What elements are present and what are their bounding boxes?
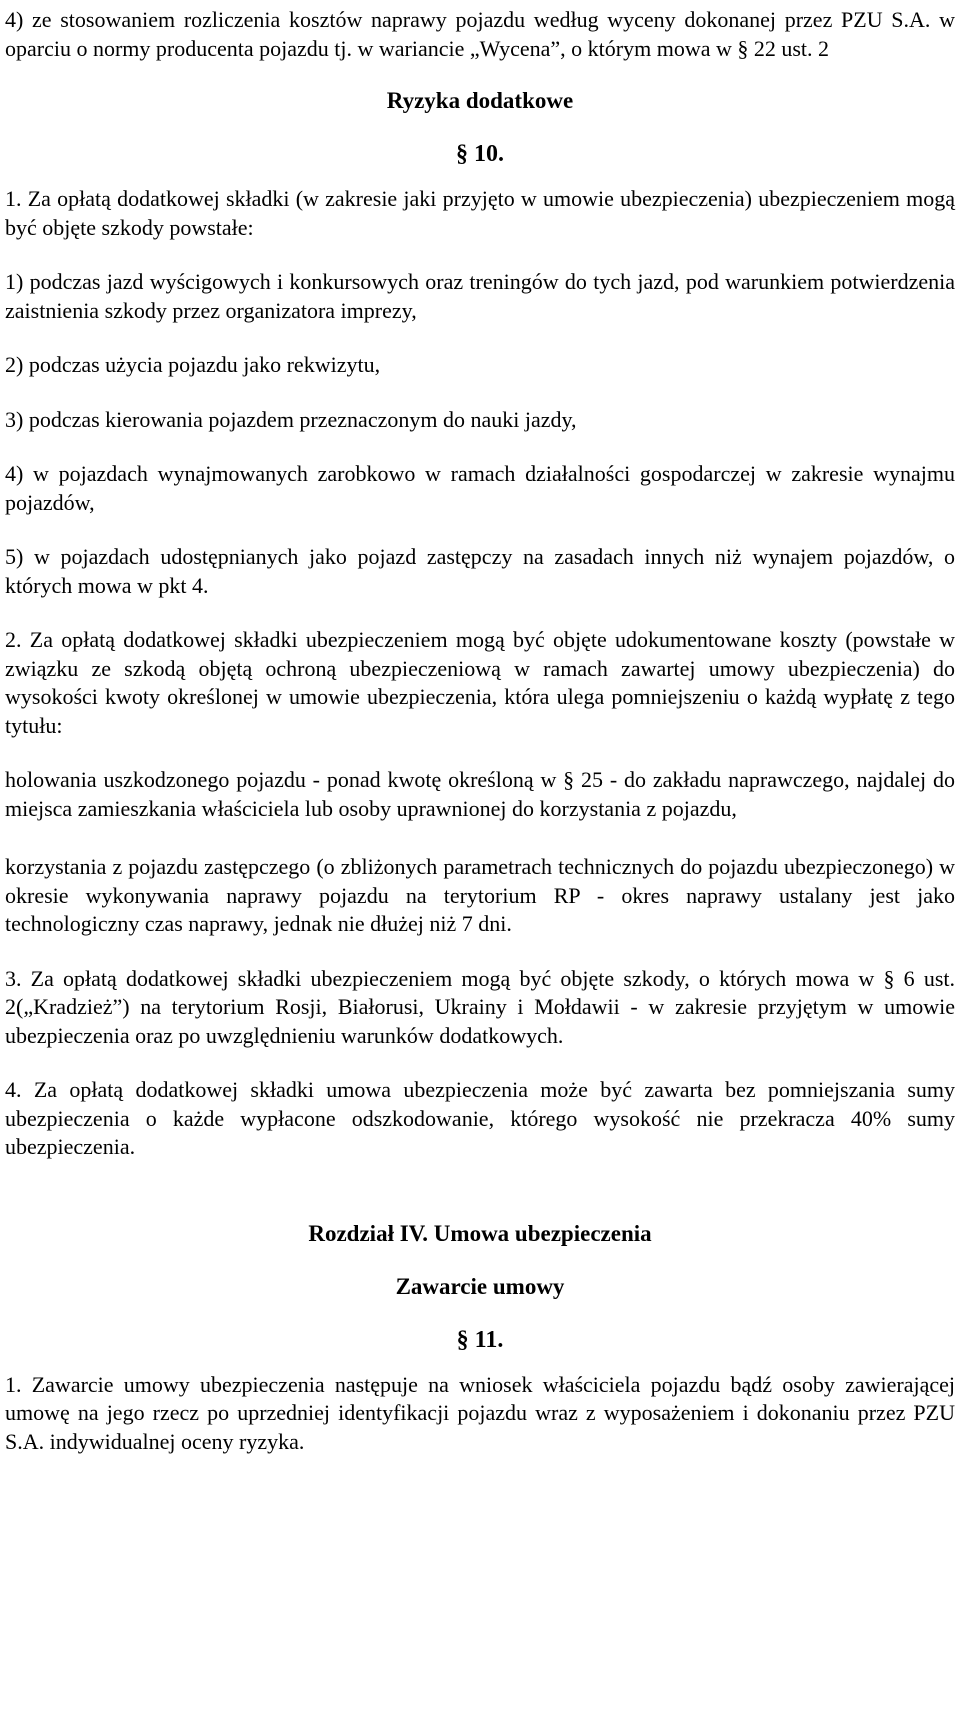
heading-ryzyka-dodatkowe: Ryzyka dodatkowe — [386, 88, 574, 113]
section-10-item-5: 5) w pojazdach udostępnianych jako pojazd zastępczy na zasadach innych niż wynajem pojazdów, o których mowa w pkt 4. — [5, 544, 955, 598]
section-10-item-4: 4) w pojazdach wynajmowanych zarobkowo w ramach działalności gospodarczej w zakresie wynajmu pojazdów, — [5, 461, 955, 515]
section-10-item-1: 1) podczas jazd wyścigowych i konkursowych oraz treningów do tych jazd, pod warunkiem potwierdzenia zaistnienia szkody przez organizatora imprezy, — [5, 269, 955, 323]
section-10-paragraph-2: 2. Za opłatą dodatkowej składki ubezpieczeniem mogą być objęte udokumentowane koszty (powstałe w związku ze szkodą objętą ochroną ubezpieczeniową w ramach zawartej umowy ubezpieczenia) do wysokości kwoty określonej w umowie ubezpieczenia, która ulega pomniejszeniu o każdą wypłatę z tego tytułu: — [5, 627, 955, 738]
section-11-paragraph-1: 1. Zawarcie umowy ubezpieczenia następuje na wniosek właściciela pojazdu bądź osoby zawierającej umowę na jego rzecz po uprzedniej identyfikacji pojazdu wraz z wyposażeniem i dokonaniu przez PZU S.A. indywidualnej oceny ryzyka. — [5, 1371, 955, 1454]
section-11-number: § 11. — [456, 1326, 504, 1353]
section-10-item-2: 2) podczas użycia pojazdu jako rekwizytu, — [5, 352, 381, 377]
section-10-paragraph-3: 3. Za opłatą dodatkowej składki ubezpieczeniem mogą być objęte szkody, o których mowa w § 6 ust. 2(„Kradzież”) na terytorium Rosji, Białorusi, Ukrainy i Mołdawii - w zakresie przyjętym w umowie ubezpieczenia oraz po uwzględnieniu warunków dodatkowych. — [5, 965, 955, 1048]
section-10-paragraph-2-towing: holowania uszkodzonego pojazdu - ponad kwotę określoną w § 25 - do zakładu naprawczego, najdalej do miejsca zamieszkania właściciela lub osoby uprawnionej do korzystania z pojazdu, — [5, 767, 955, 821]
heading-zawarcie-umowy: Zawarcie umowy — [395, 1273, 565, 1299]
paragraph-intro: 4) ze stosowaniem rozliczenia kosztów naprawy pojazdu według wyceny dokonanej przez PZU S.A. w oparciu o normy producenta pojazdu tj. w wariancie „Wycena”, o którym mowa w § 22 ust. 2 — [5, 7, 955, 61]
section-10-paragraph-1: 1. Za opłatą dodatkowej składki (w zakresie jaki przyjęto w umowie ubezpieczenia) ubezpieczeniem mogą być objęte szkody powstałe: — [5, 186, 955, 240]
section-10-paragraph-2-replacement-vehicle: korzystania z pojazdu zastępczego (o zbliżonych parametrach technicznych do pojazdu ubezpieczonego) w okresie wykonywania naprawy pojazdu na terytorium RP - okres naprawy ustalany jest jako technologiczny czas naprawy, jednak nie dłużej niż 7 dni. — [5, 854, 955, 936]
heading-rozdzial-iv: Rozdział IV. Umowa ubezpieczenia — [308, 1220, 652, 1246]
section-10-item-3: 3) podczas kierowania pojazdem przeznaczonym do nauki jazdy, — [5, 406, 577, 432]
section-10-number: § 10. — [456, 141, 504, 167]
section-10-paragraph-4: 4. Za opłatą dodatkowej składki umowa ubezpieczenia może być zawarta bez pomniejszania sumy ubezpieczenia o każde wypłacone odszkodowanie, którego wysokość nie przekracza 40% sumy ubezpieczenia. — [5, 1077, 955, 1159]
